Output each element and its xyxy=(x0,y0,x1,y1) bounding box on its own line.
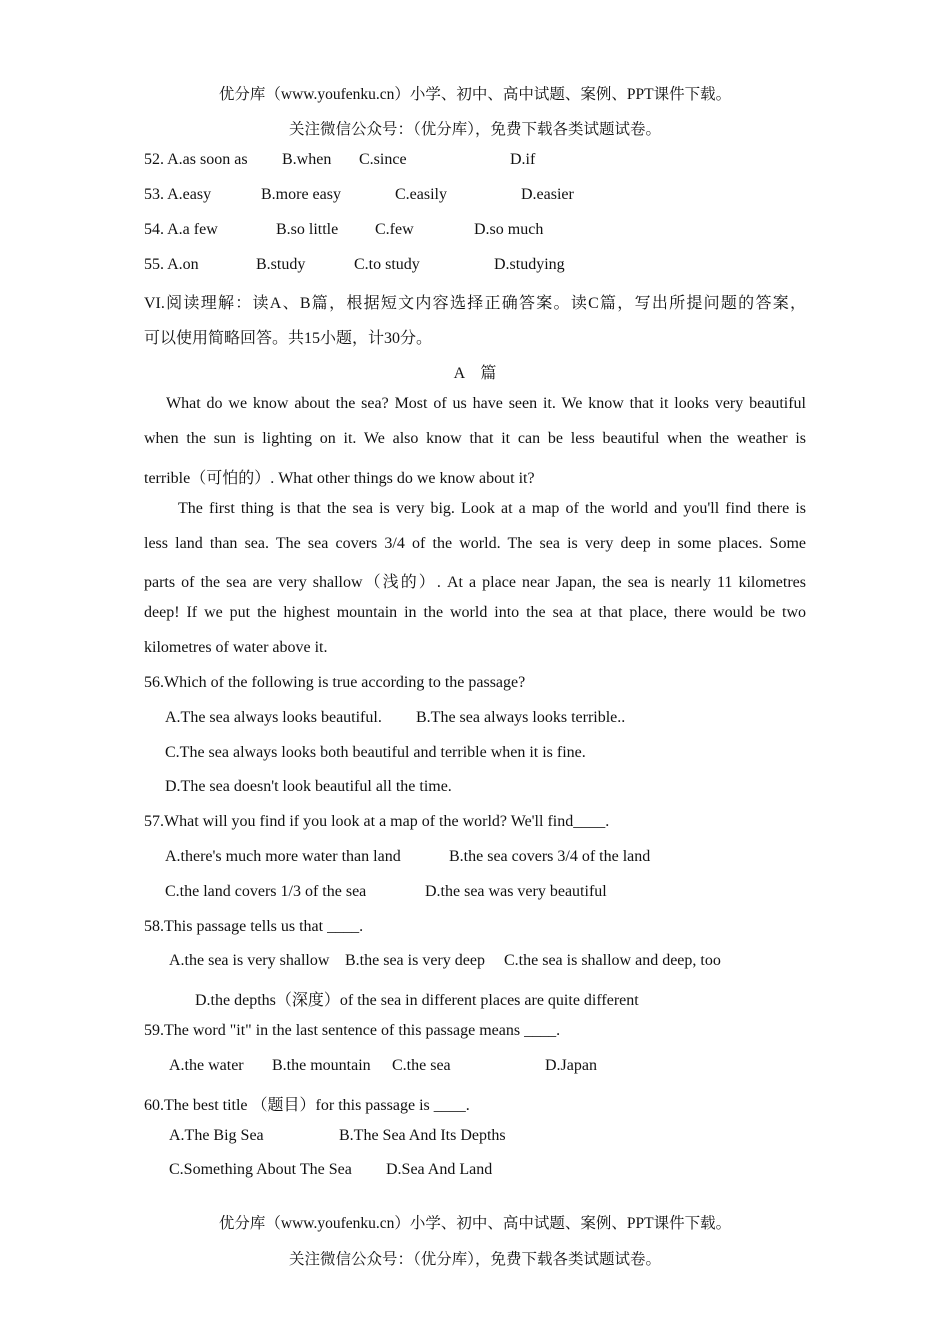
option-c: C.the sea xyxy=(392,1057,451,1074)
option-a: 55. A.on xyxy=(144,256,199,273)
option-c: C.few xyxy=(375,221,414,238)
paragraph-line: deep! If we put the highest mountain in the world into the sea at that place, there would be two xyxy=(144,604,806,621)
option-d: D.the depths（深度）of the sea in different places are quite different xyxy=(195,992,639,1009)
option-a: 52. A.as soon as xyxy=(144,151,248,168)
header-line-1: 优分库（www.youfenku.cn）小学、初中、高中试题、案例、PPT课件下载。 xyxy=(218,86,732,103)
option-d: D.the sea was very beautiful xyxy=(425,883,607,900)
paragraph-line: terrible（可怕的）. What other things do we know about it? xyxy=(144,470,535,487)
footer-line-2: 关注微信公众号：（优分库），免费下载各类试题试卷。 xyxy=(288,1251,661,1268)
option-b: B.so little xyxy=(276,221,339,238)
option-b: B.the mountain xyxy=(272,1057,371,1074)
paragraph-line: The first thing is that the sea is very big. Look at a map of the world and you'll find there is xyxy=(178,500,806,517)
option-a: A.the water xyxy=(169,1057,244,1074)
section-instructions-line-1: VI.阅读理解：读A、B篇，根据短文内容选择正确答案。读C篇，写出所提问题的答案， xyxy=(144,295,806,312)
option-a: 53. A.easy xyxy=(144,186,212,203)
option-a: A.there's much more water than land xyxy=(165,848,401,865)
option-b: B.study xyxy=(256,256,306,273)
option-d: D.easier xyxy=(521,186,574,203)
option-b: B.the sea covers 3/4 of the land xyxy=(449,848,651,865)
option-d: D.The sea doesn't look beautiful all the time. xyxy=(165,778,452,795)
option-b: B.the sea is very deep xyxy=(345,952,485,969)
paragraph-line: less land than sea. The sea covers 3/4 of the world. The sea is very deep in some places. Some xyxy=(144,535,806,552)
option-c: C.Something About The Sea xyxy=(169,1161,352,1178)
option-d: D.Japan xyxy=(545,1057,597,1074)
option-a: A.The Big Sea xyxy=(169,1127,264,1144)
option-d: D.studying xyxy=(494,256,565,273)
option-c: C.easily xyxy=(395,186,447,203)
question-stem: 59.The word "it" in the last sentence of this passage means ____. xyxy=(144,1022,561,1039)
option-c: C.the land covers 1/3 of the sea xyxy=(165,883,367,900)
option-a: A.the sea is very shallow xyxy=(169,952,330,969)
paragraph-line: when the sun is lighting on it. We also know that it can be less beautiful when the weather is xyxy=(144,430,806,447)
option-b: B.The Sea And Its Depths xyxy=(339,1127,506,1144)
passage-title: A 篇 xyxy=(453,365,497,382)
footer-line-1: 优分库（www.youfenku.cn）小学、初中、高中试题、案例、PPT课件下载。 xyxy=(218,1215,732,1232)
question-stem: 56.Which of the following is true according to the passage? xyxy=(144,674,526,691)
question-stem: 57.What will you find if you look at a map of the world? We'll find____. xyxy=(144,813,610,830)
question-stem: 58.This passage tells us that ____. xyxy=(144,918,364,935)
option-c: C.The sea always looks both beautiful and terrible when it is fine. xyxy=(165,744,586,761)
option-b: B.more easy xyxy=(261,186,341,203)
paragraph-line: kilometres of water above it. xyxy=(144,639,328,656)
section-instructions-line-2: 可以使用简略回答。共15小题，计30分。 xyxy=(144,330,433,347)
option-d: D.Sea And Land xyxy=(386,1161,493,1178)
option-b: B.when xyxy=(282,151,332,168)
header-line-2: 关注微信公众号：（优分库），免费下载各类试题试卷。 xyxy=(288,121,661,138)
paragraph-line: What do we know about the sea? Most of us have seen it. We know that it looks very beautiful xyxy=(166,395,806,412)
option-c: C.to study xyxy=(354,256,420,273)
option-c: C.the sea is shallow and deep, too xyxy=(504,952,721,969)
option-a: A.The sea always looks beautiful. xyxy=(165,709,382,726)
option-d: D.so much xyxy=(474,221,544,238)
question-stem: 60.The best title （题目）for this passage is ____. xyxy=(144,1097,470,1114)
option-c: C.since xyxy=(359,151,407,168)
paragraph-line: parts of the sea are very shallow（浅的）. At a place near Japan, the sea is nearly 11 kilometres xyxy=(144,574,806,591)
option-d: D.if xyxy=(510,151,536,168)
option-b: B.The sea always looks terrible.. xyxy=(416,709,626,726)
option-a: 54. A.a few xyxy=(144,221,218,238)
